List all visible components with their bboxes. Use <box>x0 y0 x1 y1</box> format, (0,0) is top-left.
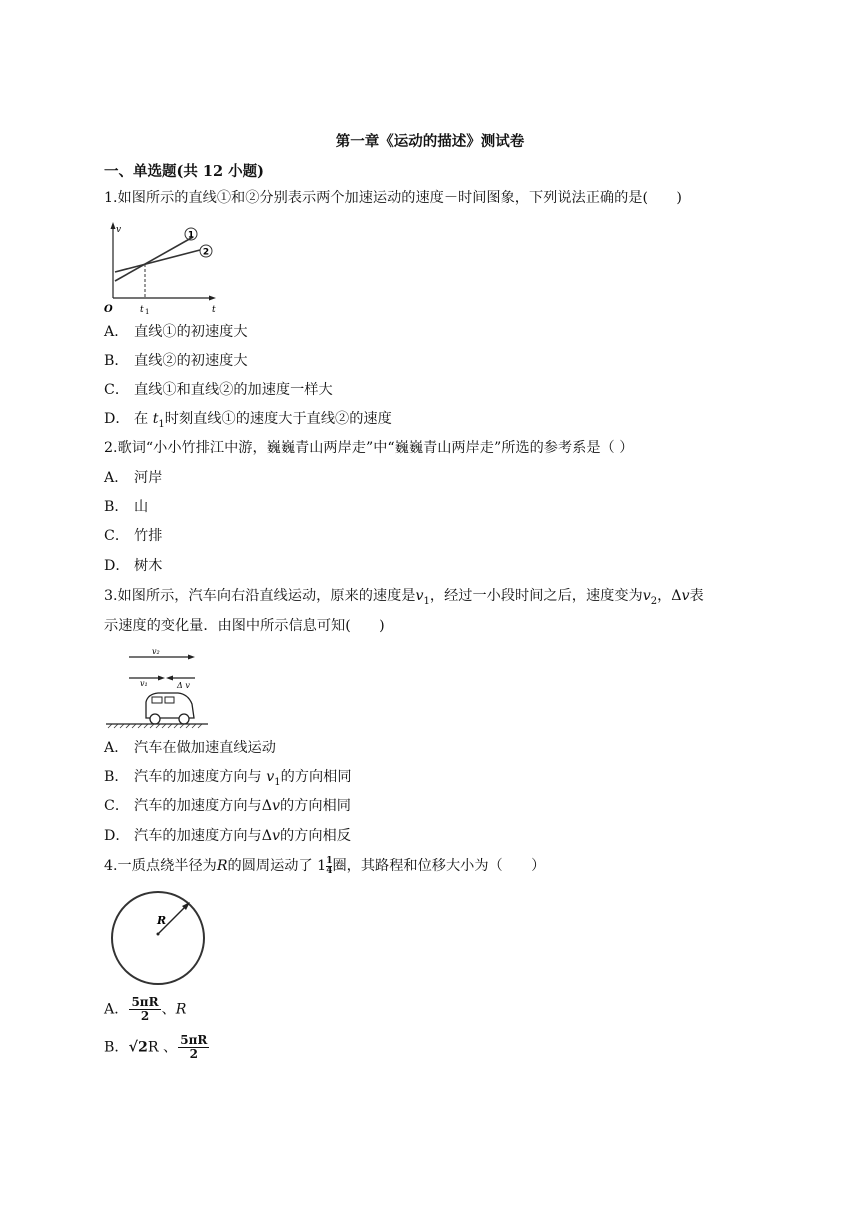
svg-text:Δ v: Δ v <box>177 681 190 690</box>
q1-vt-graph <box>100 220 220 318</box>
q3-option-b[interactable]: B． 汽车的加速度方向与 $v_1$的方向相同 <box>104 769 352 788</box>
svg-text:v₂: v₂ <box>152 647 160 656</box>
graph-v-label: v <box>116 225 122 235</box>
q2-option-a[interactable]: A． 河岸 <box>104 470 163 486</box>
q2-option-b[interactable]: B． 山 <box>104 499 149 515</box>
q3-car-figure <box>100 644 215 730</box>
q1-option-c[interactable]: C． 直线①和直线②的加速度一样大 <box>104 382 333 398</box>
q3-stem-line2: 示速度的变化量．由图中所示信息可知( ) <box>104 618 385 634</box>
page-title: 第一章《运动的描述》测试卷 <box>335 133 525 150</box>
q2-option-c[interactable]: C． 竹排 <box>104 528 163 544</box>
q4-circle-figure <box>106 888 212 988</box>
graph-t1-label: t <box>140 305 144 315</box>
svg-text:R: R <box>157 914 167 927</box>
q1-option-d[interactable]: D． 在 $t_1$时刻直线①的速度大于直线②的速度 <box>104 411 392 430</box>
svg-text:1: 1 <box>187 230 195 241</box>
section-heading: 一、单选题(共 12 小题) <box>104 163 264 180</box>
q4-stem: 4.一质点绕半径为R的圆周运动了 1 $\frac{1}{4}$ 圈，其路程和位移大小为（ ） <box>104 855 546 876</box>
svg-text:v₁: v₁ <box>140 679 148 688</box>
q3-option-a[interactable]: A． 汽车在做加速直线运动 <box>104 740 276 756</box>
q2-stem: 2.歌词“小小竹排江中游，巍巍青山两岸走”中“巍巍青山两岸走”所选的参考系是（ ） <box>104 440 634 456</box>
svg-text:2: 2 <box>202 247 210 258</box>
q1-option-b[interactable]: B． 直线②的初速度大 <box>104 353 248 369</box>
graph-origin-label: O <box>104 304 113 315</box>
q1-stem: 1.如图所示的直线①和②分别表示两个加速运动的速度－时间图象，下列说法正确的是( ) <box>104 190 682 206</box>
q4-option-b[interactable]: B．√2R 、 $\frac{5\pi R}{2}$ <box>104 1033 208 1061</box>
q1-option-a[interactable]: A． 直线①的初速度大 <box>104 324 248 340</box>
q3-option-d[interactable]: D． 汽车的加速度方向与Δv的方向相反 <box>104 828 351 844</box>
q4-option-a[interactable]: A． $\frac{5\pi R}{2}$ 、R <box>104 995 187 1023</box>
q3-option-c[interactable]: C． 汽车的加速度方向与Δv的方向相同 <box>104 798 351 814</box>
graph-t-label: t <box>212 305 216 315</box>
q2-option-d[interactable]: D． 树木 <box>104 558 163 574</box>
svg-text:1: 1 <box>145 308 150 316</box>
q3-stem-line1: 3.如图所示，汽车向右沿直线运动，原来的速度是$v_1$，经过一小段时间之后，速度变为$v_2$，Δv表 <box>104 588 704 607</box>
